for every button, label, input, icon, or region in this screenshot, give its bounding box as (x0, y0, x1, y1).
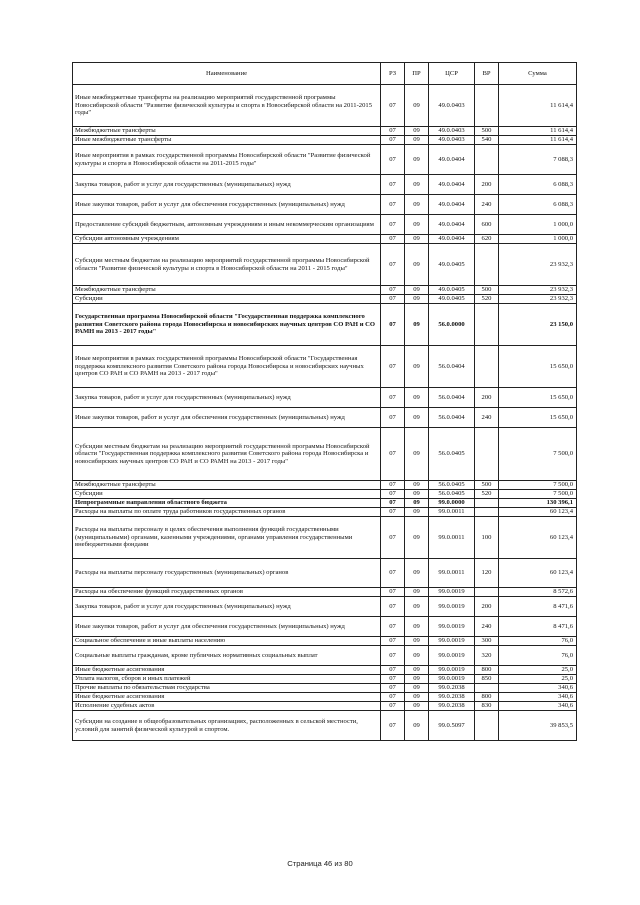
table-row (73, 702, 577, 711)
table-row (73, 304, 577, 346)
cell-vr: 120 (475, 559, 499, 588)
cell-pr: 09 (405, 684, 429, 693)
table-body (73, 85, 577, 741)
cell-vr: 200 (475, 388, 499, 408)
cell-pr: 09 (405, 702, 429, 711)
cell-sum: 23 932,3 (499, 244, 577, 286)
cell-name: Межбюджетные трансферты (73, 127, 381, 136)
cell-vr: 200 (475, 597, 499, 617)
cell-vr (475, 711, 499, 741)
cell-csr: 99.0.0019 (429, 675, 475, 684)
footer-word: Страница (287, 859, 322, 868)
cell-pr: 09 (405, 388, 429, 408)
cell-sum: 76,0 (499, 637, 577, 646)
cell-name: Закупка товаров, работ и услуг для государственных (муниципальных) нужд (73, 597, 381, 617)
cell-sum: 7 500,0 (499, 490, 577, 499)
cell-csr: 99.0.0019 (429, 646, 475, 666)
cell-vr (475, 85, 499, 127)
cell-pr: 09 (405, 244, 429, 286)
table-row (73, 127, 577, 136)
cell-vr: 600 (475, 215, 499, 235)
cell-pr: 09 (405, 637, 429, 646)
table-row (73, 675, 577, 684)
cell-name: Субсидии местным бюджетам на реализацию мероприятий государственной программы Новосибирской области "Государственная поддержка комплексного развития Советского района города Новосибирска и новосибирских научных центров СО РАН и СО РАМН на 2013 - 2017 годы" (73, 428, 381, 481)
cell-csr: 99.0.0019 (429, 666, 475, 675)
cell-name: Субсидии на создание в общеобразовательных организациях, расположенных в сельской местности, условий для занятий физической культурой и спортом. (73, 711, 381, 741)
cell-rz: 07 (381, 646, 405, 666)
cell-vr (475, 244, 499, 286)
cell-csr: 99.0.2038 (429, 702, 475, 711)
cell-csr: 56.0.0000 (429, 304, 475, 346)
cell-sum: 15 650,0 (499, 388, 577, 408)
cell-csr: 49.0.0404 (429, 145, 475, 175)
cell-sum: 340,6 (499, 693, 577, 702)
cell-csr: 56.0.0405 (429, 428, 475, 481)
table-row (73, 499, 577, 508)
cell-pr: 09 (405, 499, 429, 508)
cell-rz: 07 (381, 711, 405, 741)
cell-sum: 60 123,4 (499, 559, 577, 588)
cell-name: Иные мероприятия в рамках государственной программы Новосибирской области "Государственная поддержка комплексного развития Советского района города Новосибирска и новосибирских научных центров СО РАН и СО РАМН на 2013 - 2017 годы" (73, 346, 381, 388)
cell-rz: 07 (381, 286, 405, 295)
cell-rz: 07 (381, 127, 405, 136)
cell-sum: 8 572,6 (499, 588, 577, 597)
cell-rz: 07 (381, 295, 405, 304)
cell-csr: 56.0.0404 (429, 388, 475, 408)
table-row (73, 597, 577, 617)
table-row (73, 195, 577, 215)
cell-name: Иные бюджетные ассигнования (73, 666, 381, 675)
cell-vr (475, 684, 499, 693)
cell-rz: 07 (381, 559, 405, 588)
footer-total-pages: 80 (344, 859, 353, 868)
cell-pr: 09 (405, 346, 429, 388)
cell-pr: 09 (405, 175, 429, 195)
cell-csr: 49.0.0404 (429, 235, 475, 244)
cell-rz: 07 (381, 508, 405, 517)
header-pr: ПР (405, 63, 429, 85)
cell-vr (475, 499, 499, 508)
cell-pr: 09 (405, 127, 429, 136)
table-row (73, 295, 577, 304)
cell-vr (475, 346, 499, 388)
cell-pr: 09 (405, 304, 429, 346)
cell-sum: 76,0 (499, 646, 577, 666)
cell-pr: 09 (405, 646, 429, 666)
header-name: Наименование (73, 63, 381, 85)
cell-sum: 23 932,3 (499, 286, 577, 295)
cell-rz: 07 (381, 684, 405, 693)
cell-vr: 500 (475, 127, 499, 136)
cell-rz: 07 (381, 175, 405, 195)
cell-name: Государственная программа Новосибирской области "Государственная поддержка комплексного развития Советского района города Новосибирска и новосибирских научных центров СО РАН и СО РАМН на 2013 - 2017 годы" (73, 304, 381, 346)
cell-pr: 09 (405, 85, 429, 127)
cell-csr: 99.0.5097 (429, 711, 475, 741)
cell-csr: 49.0.0405 (429, 286, 475, 295)
cell-name: Исполнение судебных актов (73, 702, 381, 711)
cell-name: Иные межбюджетные трансферты (73, 136, 381, 145)
cell-sum: 6 088,3 (499, 175, 577, 195)
cell-name: Субсидии местным бюджетам на реализацию мероприятий государственной программы Новосибирской области "Развитие физической культуры и спорта в Новосибирской области на 2011 - 2015 годы" (73, 244, 381, 286)
header-rz: РЗ (381, 63, 405, 85)
cell-vr (475, 428, 499, 481)
cell-rz: 07 (381, 145, 405, 175)
cell-vr: 520 (475, 490, 499, 499)
table-row (73, 490, 577, 499)
table-row (73, 175, 577, 195)
cell-pr: 09 (405, 235, 429, 244)
cell-name: Субсидии (73, 295, 381, 304)
cell-vr: 300 (475, 637, 499, 646)
cell-name: Межбюджетные трансферты (73, 286, 381, 295)
cell-rz: 07 (381, 702, 405, 711)
cell-name: Иные закупки товаров, работ и услуг для обеспечения государственных (муниципальных) нужд (73, 195, 381, 215)
cell-vr: 850 (475, 675, 499, 684)
cell-sum: 6 088,3 (499, 195, 577, 215)
cell-name: Субсидии автономным учреждениям (73, 235, 381, 244)
cell-sum: 15 650,0 (499, 346, 577, 388)
cell-rz: 07 (381, 195, 405, 215)
cell-name: Иные закупки товаров, работ и услуг для обеспечения государственных (муниципальных) нужд (73, 408, 381, 428)
cell-name: Расходы на обеспечение функций государственных органов (73, 588, 381, 597)
cell-vr: 240 (475, 195, 499, 215)
cell-sum: 25,0 (499, 666, 577, 675)
table-row (73, 428, 577, 481)
table-row (73, 517, 577, 559)
cell-pr: 09 (405, 675, 429, 684)
cell-csr: 99.0.0011 (429, 517, 475, 559)
cell-csr: 49.0.0404 (429, 215, 475, 235)
cell-sum: 39 853,5 (499, 711, 577, 741)
table-row (73, 215, 577, 235)
cell-vr: 320 (475, 646, 499, 666)
cell-sum: 8 471,6 (499, 597, 577, 617)
table-row (73, 145, 577, 175)
cell-vr: 500 (475, 481, 499, 490)
cell-rz: 07 (381, 304, 405, 346)
cell-sum: 340,6 (499, 684, 577, 693)
table-row (73, 481, 577, 490)
cell-pr: 09 (405, 428, 429, 481)
page-footer (0, 859, 640, 868)
cell-rz: 07 (381, 499, 405, 508)
cell-csr: 99.0.0019 (429, 597, 475, 617)
cell-rz: 07 (381, 428, 405, 481)
cell-vr: 520 (475, 295, 499, 304)
cell-rz: 07 (381, 85, 405, 127)
table-row (73, 346, 577, 388)
cell-pr: 09 (405, 559, 429, 588)
table-row (73, 235, 577, 244)
table-row (73, 693, 577, 702)
footer-page-number: 46 (323, 859, 333, 868)
cell-sum: 11 614,4 (499, 127, 577, 136)
cell-name: Иные межбюджетные трансферты на реализацию мероприятий государственной программы Новосибирской области "Развитие физической культуры и спорта в Новосибирской области на 2011-2015 годы" (73, 85, 381, 127)
cell-sum: 11 614,4 (499, 85, 577, 127)
cell-vr: 100 (475, 517, 499, 559)
table-row (73, 244, 577, 286)
header-vr: ВР (475, 63, 499, 85)
cell-csr: 99.0.0011 (429, 559, 475, 588)
table-row (73, 408, 577, 428)
cell-pr: 09 (405, 617, 429, 637)
cell-pr: 09 (405, 490, 429, 499)
table-row (73, 508, 577, 517)
cell-csr: 49.0.0403 (429, 127, 475, 136)
cell-rz: 07 (381, 517, 405, 559)
table-row (73, 588, 577, 597)
cell-name: Непрограммные направления областного бюджета (73, 499, 381, 508)
cell-name: Расходы на выплаты персоналу государственных (муниципальных) органов (73, 559, 381, 588)
cell-sum: 23 150,0 (499, 304, 577, 346)
cell-rz: 07 (381, 637, 405, 646)
cell-pr: 09 (405, 517, 429, 559)
cell-rz: 07 (381, 597, 405, 617)
cell-name: Закупка товаров, работ и услуг для государственных (муниципальных) нужд (73, 175, 381, 195)
cell-csr: 99.0.0000 (429, 499, 475, 508)
cell-pr: 09 (405, 508, 429, 517)
cell-pr: 09 (405, 286, 429, 295)
table-row (73, 286, 577, 295)
cell-sum: 7 088,3 (499, 145, 577, 175)
cell-rz: 07 (381, 215, 405, 235)
cell-sum: 60 123,4 (499, 517, 577, 559)
cell-csr: 99.0.0019 (429, 588, 475, 597)
cell-csr: 49.0.0404 (429, 175, 475, 195)
cell-vr: 620 (475, 235, 499, 244)
cell-name: Социальные выплаты гражданам, кроме публичных нормативных социальных выплат (73, 646, 381, 666)
cell-csr: 99.0.2038 (429, 684, 475, 693)
cell-csr: 56.0.0405 (429, 481, 475, 490)
cell-pr: 09 (405, 215, 429, 235)
cell-pr: 09 (405, 693, 429, 702)
cell-name: Уплата налогов, сборов и иных платежей (73, 675, 381, 684)
cell-rz: 07 (381, 481, 405, 490)
cell-csr: 99.0.2038 (429, 693, 475, 702)
cell-pr: 09 (405, 588, 429, 597)
cell-sum: 8 471,6 (499, 617, 577, 637)
cell-sum: 130 396,1 (499, 499, 577, 508)
cell-vr: 800 (475, 666, 499, 675)
cell-rz: 07 (381, 588, 405, 597)
cell-name: Прочие выплаты по обязательствам государства (73, 684, 381, 693)
cell-rz: 07 (381, 244, 405, 286)
cell-pr: 09 (405, 711, 429, 741)
header-csr: ЦСР (429, 63, 475, 85)
cell-name: Субсидии (73, 490, 381, 499)
cell-rz: 07 (381, 235, 405, 244)
cell-csr: 49.0.0403 (429, 136, 475, 145)
table-header-row (73, 63, 577, 85)
cell-pr: 09 (405, 666, 429, 675)
cell-csr: 49.0.0405 (429, 244, 475, 286)
cell-pr: 09 (405, 481, 429, 490)
cell-csr: 99.0.0019 (429, 617, 475, 637)
cell-name: Расходы на выплаты персоналу в целях обеспечения выполнения функций государственными (муниципальными) органами, казенными учреждениями, органами управления государственными внебюджетными фондами (73, 517, 381, 559)
cell-rz: 07 (381, 388, 405, 408)
cell-rz: 07 (381, 490, 405, 499)
cell-sum: 340,6 (499, 702, 577, 711)
table-row (73, 136, 577, 145)
cell-sum: 25,0 (499, 675, 577, 684)
cell-rz: 07 (381, 675, 405, 684)
cell-sum: 7 500,0 (499, 481, 577, 490)
cell-csr: 56.0.0404 (429, 408, 475, 428)
table-row (73, 646, 577, 666)
cell-csr: 49.0.0405 (429, 295, 475, 304)
cell-rz: 07 (381, 693, 405, 702)
header-sum: Сумма (499, 63, 577, 85)
cell-name: Расходы на выплаты по оплате труда работников государственных органов (73, 508, 381, 517)
cell-vr (475, 508, 499, 517)
cell-name: Социальное обеспечение и иные выплаты населению (73, 637, 381, 646)
table-row (73, 85, 577, 127)
budget-table (72, 62, 577, 741)
cell-sum: 15 650,0 (499, 408, 577, 428)
cell-vr: 540 (475, 136, 499, 145)
cell-pr: 09 (405, 295, 429, 304)
cell-csr: 99.0.0011 (429, 508, 475, 517)
cell-vr (475, 304, 499, 346)
cell-name: Иные бюджетные ассигнования (73, 693, 381, 702)
cell-sum: 1 000,0 (499, 235, 577, 244)
cell-vr: 830 (475, 702, 499, 711)
cell-sum: 1 000,0 (499, 215, 577, 235)
cell-vr: 200 (475, 175, 499, 195)
cell-name: Иные закупки товаров, работ и услуг для обеспечения государственных (муниципальных) нужд (73, 617, 381, 637)
table-row (73, 711, 577, 741)
table-row (73, 666, 577, 675)
cell-name: Предоставление субсидий бюджетным, автономным учреждениям и иным некоммерческим организациям (73, 215, 381, 235)
cell-sum: 60 123,4 (499, 508, 577, 517)
cell-pr: 09 (405, 195, 429, 215)
cell-vr (475, 145, 499, 175)
cell-sum: 7 500,0 (499, 428, 577, 481)
table-row (73, 617, 577, 637)
cell-pr: 09 (405, 408, 429, 428)
table-row (73, 388, 577, 408)
cell-csr: 99.0.0019 (429, 637, 475, 646)
cell-rz: 07 (381, 408, 405, 428)
cell-csr: 56.0.0405 (429, 490, 475, 499)
cell-name: Межбюджетные трансферты (73, 481, 381, 490)
cell-rz: 07 (381, 666, 405, 675)
cell-vr: 240 (475, 408, 499, 428)
cell-rz: 07 (381, 617, 405, 637)
cell-sum: 23 932,3 (499, 295, 577, 304)
cell-name: Закупка товаров, работ и услуг для государственных (муниципальных) нужд (73, 388, 381, 408)
cell-sum: 11 614,4 (499, 136, 577, 145)
cell-name: Иные мероприятия в рамках государственной программы Новосибирской области "Развитие физической культуры и спорта в Новосибирской области на 2011-2015 годы" (73, 145, 381, 175)
footer-of: из (334, 859, 343, 868)
cell-vr: 800 (475, 693, 499, 702)
cell-vr: 500 (475, 286, 499, 295)
cell-csr: 49.0.0403 (429, 85, 475, 127)
cell-pr: 09 (405, 136, 429, 145)
table-row (73, 684, 577, 693)
cell-pr: 09 (405, 145, 429, 175)
table-row (73, 637, 577, 646)
cell-rz: 07 (381, 346, 405, 388)
cell-rz: 07 (381, 136, 405, 145)
cell-csr: 49.0.0404 (429, 195, 475, 215)
table-row (73, 559, 577, 588)
cell-csr: 56.0.0404 (429, 346, 475, 388)
cell-vr (475, 588, 499, 597)
cell-vr: 240 (475, 617, 499, 637)
budget-document-page (72, 62, 576, 741)
cell-pr: 09 (405, 597, 429, 617)
